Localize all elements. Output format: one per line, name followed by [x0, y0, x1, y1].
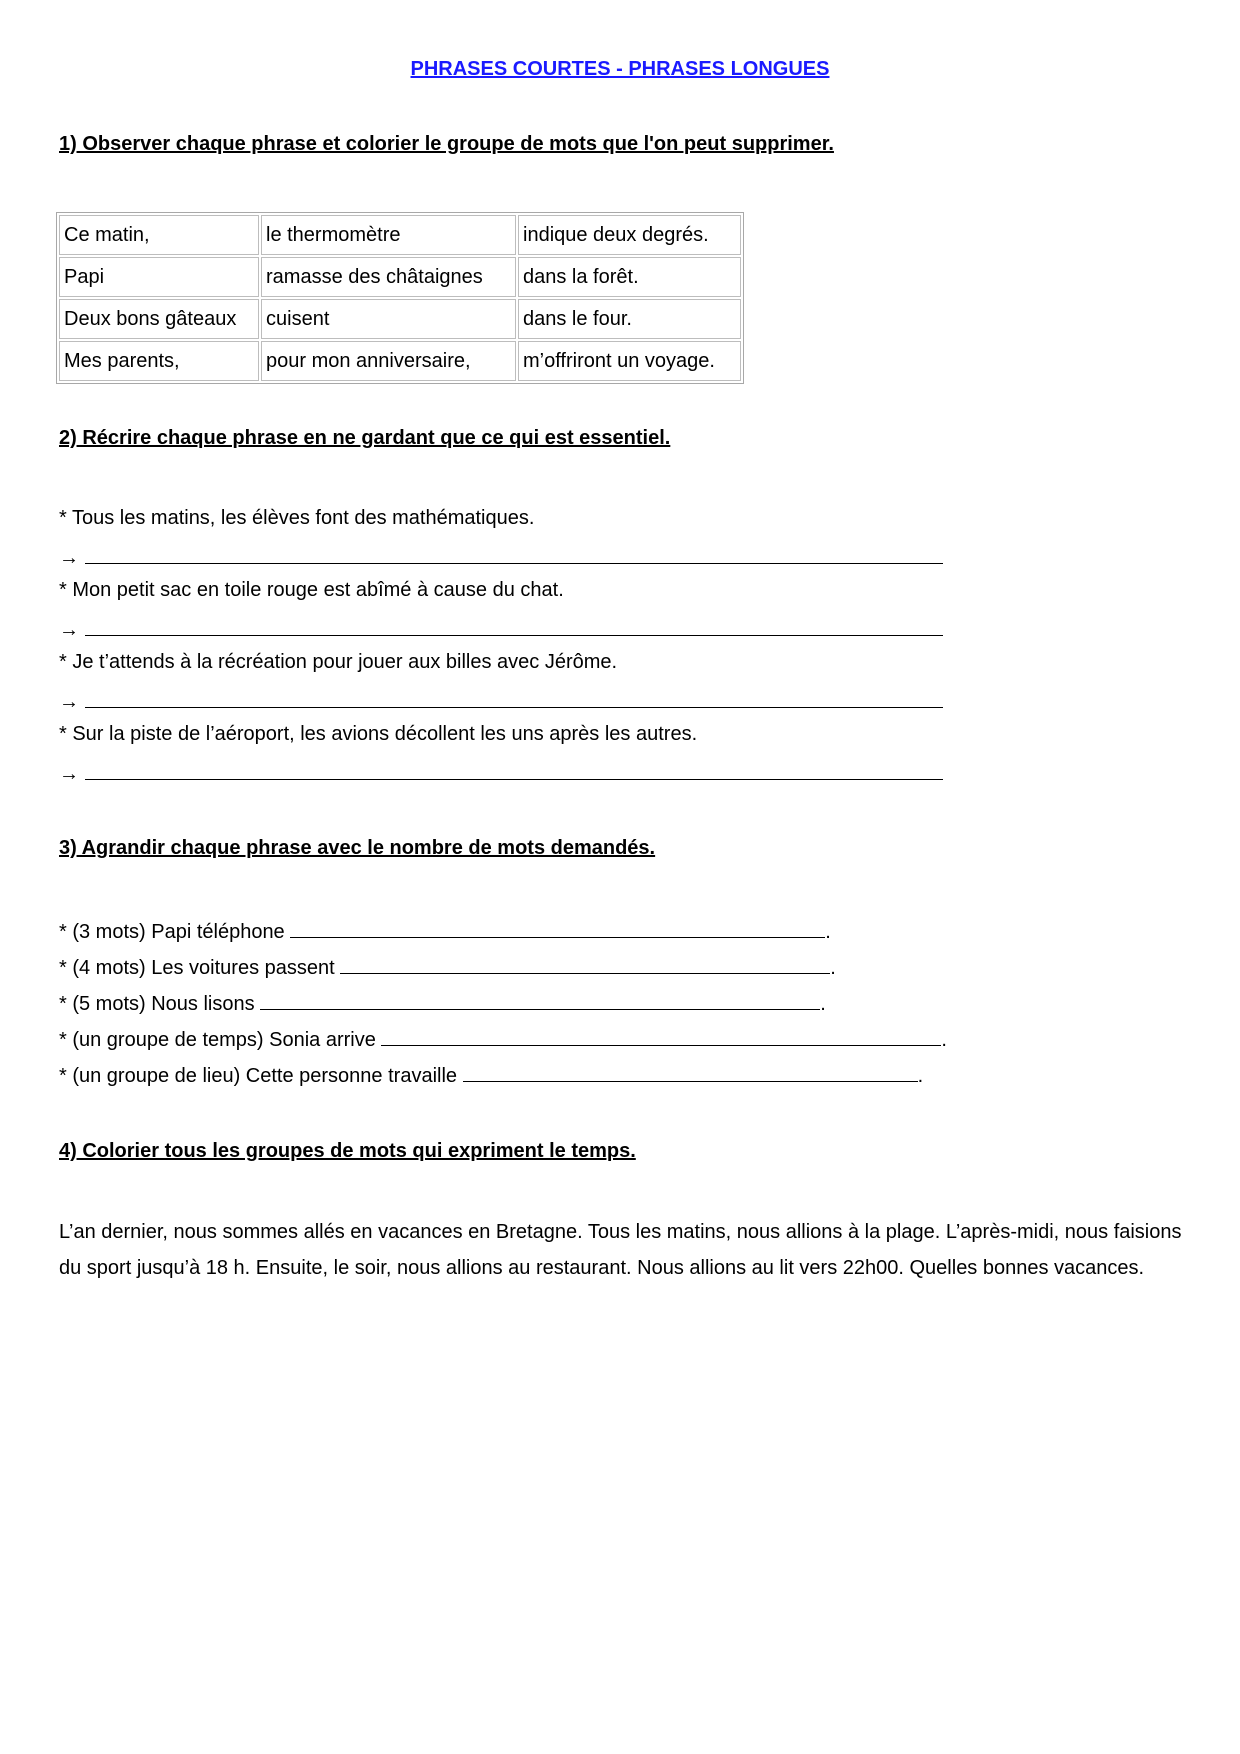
answer-line-4[interactable]: [59, 759, 943, 786]
table-row: [59, 299, 741, 339]
expand-prompt: * (3 mots) Papi téléphone: [59, 921, 285, 943]
period: .: [941, 1029, 947, 1051]
table-cell[interactable]: cuisent: [261, 299, 516, 339]
expand-prompt: * (un groupe de lieu) Cette personne travaille: [59, 1065, 458, 1087]
arrow-icon: →: [59, 691, 79, 713]
answer-line-3[interactable]: [59, 687, 943, 714]
arrow-icon: →: [59, 619, 79, 641]
arrow-icon: →: [59, 763, 79, 785]
table-cell[interactable]: indique deux degrés.: [518, 215, 741, 255]
table-cell[interactable]: Ce matin,: [59, 215, 259, 255]
answer-blank[interactable]: [290, 917, 825, 938]
sentence-table: [56, 212, 744, 384]
answer-blank[interactable]: [381, 1025, 941, 1046]
answer-blank[interactable]: [85, 543, 943, 564]
period: .: [917, 1065, 924, 1087]
exercise-1-heading: 1) Observer chaque phrase et colorier le groupe de mots que l'on peut supprimer.: [59, 133, 834, 155]
answer-blank[interactable]: [85, 615, 943, 636]
period: .: [830, 957, 836, 979]
table-cell[interactable]: m’offriront un voyage.: [518, 341, 741, 381]
table-row: [59, 257, 741, 297]
expand-prompt: * (5 mots) Nous lisons: [59, 993, 255, 1015]
time-paragraph[interactable]: L’an dernier, nous sommes allés en vacances en Bretagne. Tous les matins, nous allions à la plage. L’après-midi, nous faisions du sport jusqu’à 18 h. Ensuite, le soir, nous allions au restaurant. Nous allions au lit vers 22h00. Quelles bonnes vacances.: [59, 1221, 1182, 1279]
answer-blank[interactable]: [85, 687, 943, 708]
sentence-1: * Tous les matins, les élèves font des mathématiques.: [59, 507, 535, 529]
answer-line-1[interactable]: [59, 543, 943, 570]
table-cell[interactable]: le thermomètre: [261, 215, 516, 255]
expand-prompt: * (un groupe de temps) Sonia arrive: [59, 1029, 376, 1051]
exercise-2-heading: 2) Récrire chaque phrase en ne gardant que ce qui est essentiel.: [59, 427, 671, 449]
answer-blank[interactable]: [260, 989, 820, 1010]
arrow-icon: →: [59, 547, 79, 569]
table-cell[interactable]: Deux bons gâteaux: [59, 299, 259, 339]
answer-blank[interactable]: [340, 953, 830, 974]
exercise-3-heading: 3) Agrandir chaque phrase avec le nombre de mots demandés.: [59, 837, 656, 859]
page-title: PHRASES COURTES - PHRASES LONGUES: [410, 58, 830, 80]
period: .: [820, 993, 826, 1015]
sentence-3: * Je t’attends à la récréation pour jouer aux billes avec Jérôme.: [59, 651, 618, 673]
sentence-4: * Sur la piste de l’aéroport, les avions décollent les uns après les autres.: [59, 723, 698, 745]
table-cell[interactable]: dans le four.: [518, 299, 741, 339]
answer-blank[interactable]: [85, 759, 943, 780]
table-cell[interactable]: Papi: [59, 257, 259, 297]
exercise-4-heading: 4) Colorier tous les groupes de mots qui expriment le temps.: [59, 1140, 636, 1162]
table-cell[interactable]: dans la forêt.: [518, 257, 741, 297]
table-cell[interactable]: ramasse des châtaignes: [261, 257, 516, 297]
expand-item-2[interactable]: [59, 953, 836, 980]
answer-blank[interactable]: [463, 1061, 918, 1082]
expand-prompt: * (4 mots) Les voitures passent: [59, 957, 335, 979]
table-row: [59, 215, 741, 255]
table-cell[interactable]: pour mon anniversaire,: [261, 341, 516, 381]
table-row: [59, 341, 741, 381]
expand-item-3[interactable]: [59, 989, 826, 1016]
expand-item-5[interactable]: [59, 1061, 923, 1088]
expand-item-4[interactable]: [59, 1025, 947, 1052]
expand-item-1[interactable]: [59, 917, 831, 944]
answer-line-2[interactable]: [59, 615, 943, 642]
table-cell[interactable]: Mes parents,: [59, 341, 259, 381]
sentence-2: * Mon petit sac en toile rouge est abîmé à cause du chat.: [59, 579, 564, 601]
period: .: [825, 921, 831, 943]
